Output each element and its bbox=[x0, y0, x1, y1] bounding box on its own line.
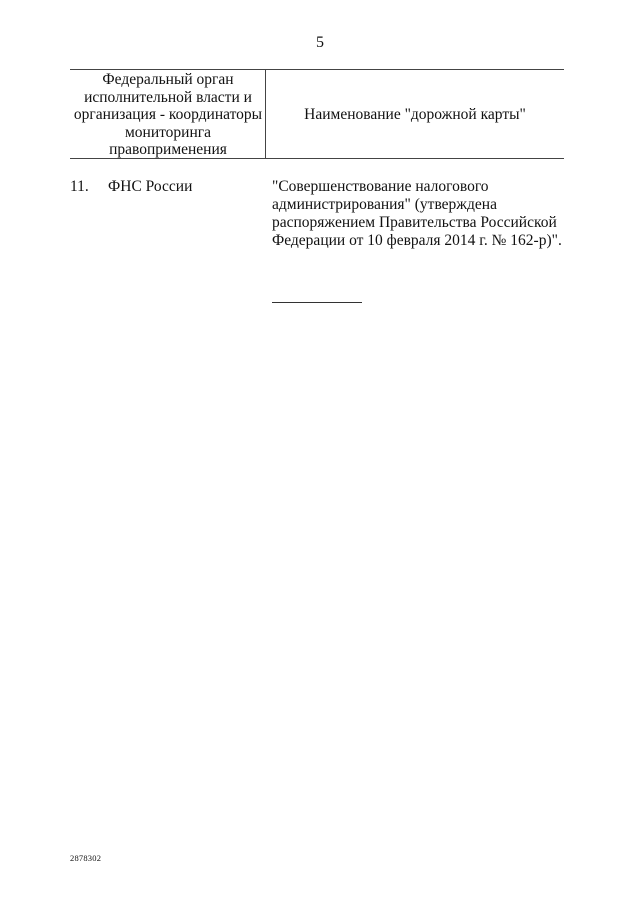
table-top-rule bbox=[70, 69, 564, 70]
row-organization: ФНС России bbox=[108, 178, 193, 195]
document-code: 2878302 bbox=[70, 853, 102, 863]
row-roadmap-name: "Совершенствование налогового администрирования" (утверждена распоряжением Правительства Российской Федерации от 10 февраля 2014 г. № 162-р)". bbox=[272, 178, 562, 249]
row-number: 11. bbox=[70, 178, 89, 195]
page-number: 5 bbox=[316, 34, 324, 51]
end-of-document-line bbox=[272, 302, 362, 303]
header-column-roadmap-name: Наименование "дорожной карты" bbox=[304, 106, 526, 123]
header-column-authority: Федеральный орган исполнительной власти и организация - координаторы мониторинга правоприменения bbox=[73, 71, 263, 158]
